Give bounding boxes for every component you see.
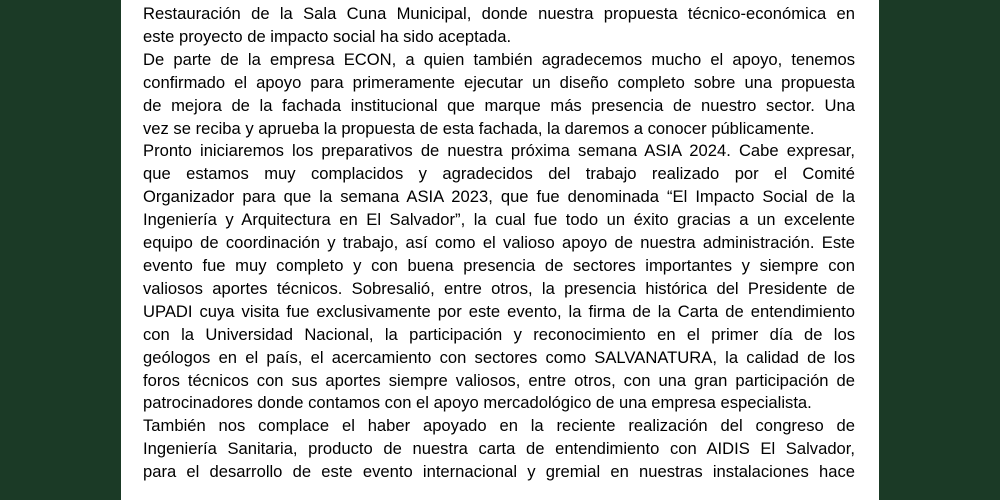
- document-page: [121, 0, 879, 500]
- text-line: geólogos en el país, el acercamiento con sectores como SALVANATURA, la calidad de los: [143, 347, 855, 367]
- text-line: De parte de la empresa ECON, a quien también agradecemos mucho el apoyo, tenemos: [143, 49, 855, 69]
- text-line: Pronto iniciaremos los preparativos de nuestra próxima semana ASIA 2024. Cabe expresar,: [143, 141, 855, 161]
- text-line: También nos complace el haber apoyado en la reciente realización del congreso de: [143, 416, 855, 436]
- text-line: evento fue muy completo y con buena presencia de sectores importantes y siempre con: [143, 255, 855, 275]
- text-line: Restauración de la Sala Cuna Municipal, donde nuestra propuesta técnico-económica en: [143, 4, 855, 23]
- text-line: Ingeniería Sanitaria, producto de nuestra carta de entendimiento con AIDIS El Salvador,: [143, 439, 855, 459]
- text-line: este proyecto de impacto social ha sido aceptada.: [143, 26, 512, 46]
- text-line: con la Universidad Nacional, la participación y reconocimiento en el primer día de los: [143, 324, 855, 344]
- text-line: de mejora de la fachada institucional que marque más presencia de nuestro sector. Una: [143, 95, 855, 115]
- text-line: para el desarrollo de este evento internacional y gremial en nuestras instalaciones hace: [143, 462, 855, 482]
- text-line: valiosos aportes técnicos. Sobresalió, entre otros, la presencia histórica del Presidente de: [143, 278, 855, 298]
- text-line: foros técnicos con sus aportes siempre valiosos, entre otros, con una gran participación de: [143, 370, 855, 390]
- text-line: equipo de coordinación y trabajo, así como el valioso apoyo de nuestra administración. Este: [143, 233, 855, 253]
- text-line: que estamos muy complacidos y agradecidos del trabajo realizado por el Comité: [143, 164, 855, 184]
- text-line: UPADI cuya visita fue exclusivamente por este evento, la firma de la Carta de entendimiento: [143, 301, 855, 321]
- text-line: confirmado el apoyo para primeramente ejecutar un diseño completo sobre una propuesta: [143, 72, 855, 92]
- text-line: vez se reciba y aprueba la propuesta de esta fachada, la daremos a conocer públicamente.: [143, 118, 815, 138]
- body-text: [143, 3, 855, 484]
- text-line: Ingeniería y Arquitectura en El Salvador”, la cual fue todo un éxito gracias a un excelente: [143, 210, 855, 230]
- text-line: Organizador para que la semana ASIA 2023, que fue denominada “El Impacto Social de la: [143, 187, 855, 207]
- text-line: patrocinadores donde contamos con el apoyo mercadológico de una empresa especialista.: [143, 393, 812, 413]
